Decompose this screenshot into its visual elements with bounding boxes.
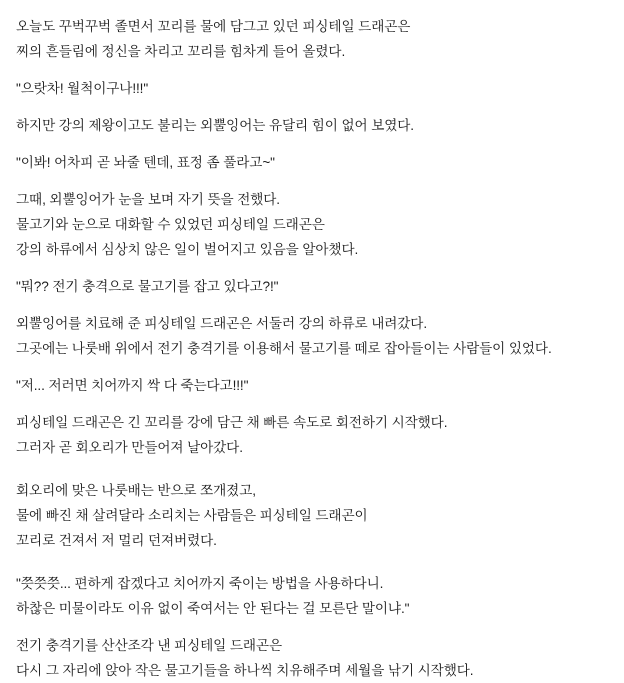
paragraph xyxy=(16,14,608,64)
text-line: 물고기와 눈으로 대화할 수 있었던 피싱테일 드래곤은 xyxy=(16,217,325,232)
text-line: "저... 저러면 치어까지 싹 다 죽는다고!!!" xyxy=(16,378,249,393)
text-line: 찌의 흔들림에 정신을 차리고 꼬리를 힘차게 들어 올렸다. xyxy=(16,44,346,59)
text-line: 꼬리로 건져서 저 멀리 던져버렸다. xyxy=(16,533,217,548)
text-line: 오늘도 꾸벅꾸벅 졸면서 꼬리를 물에 담그고 있던 피싱테일 드래곤은 xyxy=(16,19,411,34)
paragraph xyxy=(16,274,608,299)
text-line: "뭐?? 전기 충격으로 물고기를 잡고 있다고?!" xyxy=(16,279,279,294)
paragraph xyxy=(16,373,608,398)
paragraph-spacer xyxy=(16,559,608,571)
paragraph xyxy=(16,76,608,101)
text-line: 회오리에 맞은 나룻배는 반으로 쪼개졌고, xyxy=(16,483,256,498)
text-line: 그러자 곧 회오리가 만들어져 날아갔다. xyxy=(16,440,243,455)
paragraph xyxy=(16,633,608,683)
story-body xyxy=(16,14,608,683)
paragraph xyxy=(16,571,608,621)
text-line: 다시 그 자리에 앉아 작은 물고기들을 하나씩 치유해주며 세월을 낚기 시작했다. xyxy=(16,663,474,678)
paragraph xyxy=(16,311,608,361)
text-line: "쯧쯧쯧... 편하게 잡겠다고 치어까지 죽이는 방법을 사용하다니. xyxy=(16,576,384,591)
text-line: 하지만 강의 제왕이고도 불리는 외뿔잉어는 유달리 힘이 없어 보였다. xyxy=(16,118,414,133)
text-line: 강의 하류에서 심상치 않은 일이 벌어지고 있음을 알아챘다. xyxy=(16,242,359,257)
text-line: 그곳에는 나룻배 위에서 전기 충격기를 이용해서 물고기를 떼로 잡아들이는 사람들이 있었다. xyxy=(16,341,552,356)
text-line: "으랏차! 월척이구나!!!" xyxy=(16,81,149,96)
text-line: "이봐! 어차피 곧 놔줄 텐데, 표정 좀 풀라고~" xyxy=(16,155,275,170)
paragraph xyxy=(16,410,608,460)
paragraph xyxy=(16,113,608,138)
text-line: 외뿔잉어를 치료해 준 피싱테일 드래곤은 서둘러 강의 하류로 내려갔다. xyxy=(16,316,428,331)
text-line: 하찮은 미물이라도 이유 없이 죽여서는 안 된다는 걸 모른단 말이냐." xyxy=(16,601,410,616)
paragraph xyxy=(16,478,608,553)
paragraph xyxy=(16,150,608,175)
text-line: 그때, 외뿔잉어가 눈을 보며 자기 뜻을 전했다. xyxy=(16,192,280,207)
text-line: 물에 빠진 채 살려달라 소리치는 사람들은 피싱테일 드래곤이 xyxy=(16,508,368,523)
text-line: 피싱테일 드래곤은 긴 꼬리를 강에 담근 채 빠른 속도로 회전하기 시작했다. xyxy=(16,415,448,430)
text-line: 전기 충격기를 산산조각 낸 피싱테일 드래곤은 xyxy=(16,638,282,653)
paragraph xyxy=(16,187,608,262)
paragraph-spacer xyxy=(16,466,608,478)
